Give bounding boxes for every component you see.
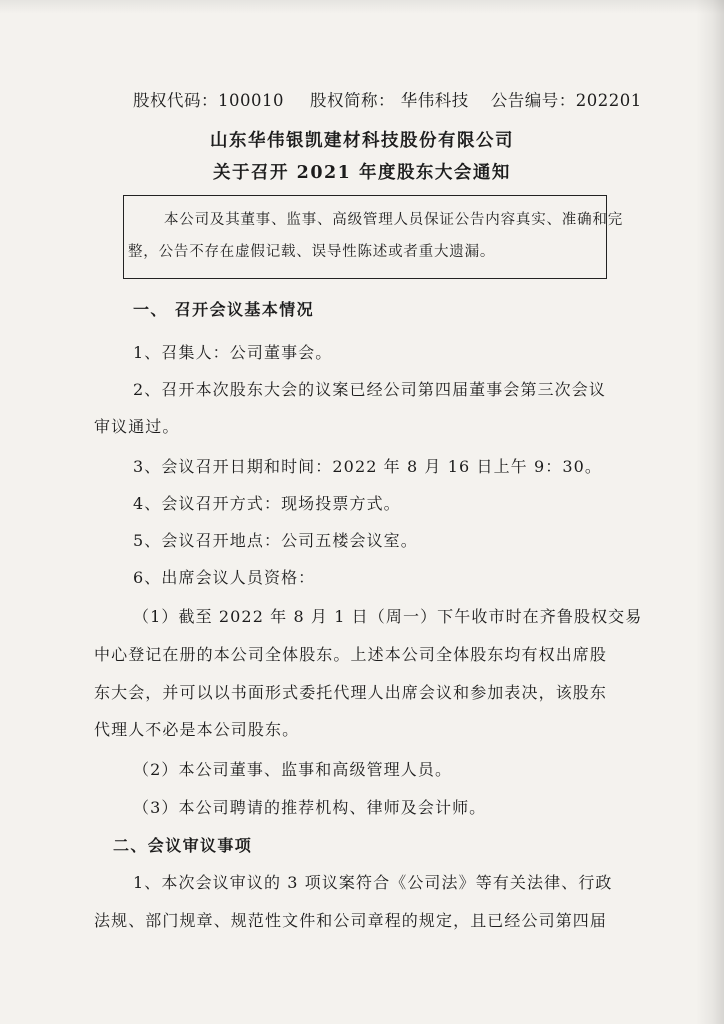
paragraph-line: 代理人不必是本公司股东。 [94, 720, 300, 739]
paragraph-line: 2、召开本次股东大会的议案已经公司第四届董事会第三次会议 [133, 380, 606, 399]
paragraph-line: 法规、部门规章、规范性文件和公司章程的规定，且已经公司第四届 [94, 911, 608, 930]
paragraph-line: 中心登记在册的本公司全体股东。上述本公司全体股东均有权出席股 [94, 645, 608, 664]
paragraph-line: 1、召集人：公司董事会。 [133, 343, 333, 362]
scan-shadow-right [696, 0, 724, 1024]
paragraph-line: （2）本公司董事、监事和高级管理人员。 [133, 760, 453, 779]
paragraph-line: 东大会，并可以以书面形式委托代理人出席会议和参加表决，该股东 [94, 683, 608, 702]
stock-name: 股权简称： 华伟科技 [310, 91, 469, 110]
stock-code: 股权代码：100010 [133, 91, 284, 110]
paragraph-line: 4、会议召开方式：现场投票方式。 [133, 494, 401, 513]
disclaimer-line: 整，公告不存在虚假记载、误导性陈述或者重大遗漏。 [128, 244, 496, 260]
section-heading: 一、 召开会议基本情况 [133, 300, 314, 319]
disclaimer-line: 本公司及其董事、监事、高级管理人员保证公告内容真实、准确和完 [164, 212, 623, 228]
paragraph-line: 1、本次会议审议的 3 项议案符合《公司法》等有关法律、行政 [133, 873, 613, 892]
scan-shadow-top [0, 0, 724, 14]
paragraph-line: 6、出席会议人员资格： [133, 568, 316, 587]
paragraph-line: （3）本公司聘请的推荐机构、律师及会计师。 [133, 798, 487, 817]
company-title: 山东华伟银凯建材科技股份有限公司 [210, 131, 514, 151]
notice-number: 公告编号：202201 [490, 91, 642, 110]
notice-header [133, 87, 642, 111]
section-heading: 二、会议审议事项 [113, 836, 253, 855]
paragraph-line: （1）截至 2022 年 8 月 1 日（周一）下午收市时在齐鲁股权交易 [133, 607, 643, 626]
paragraph-line: 3、会议召开日期和时间：2022 年 8 月 16 日上午 9：30。 [133, 457, 602, 476]
paragraph-line: 审议通过。 [94, 417, 180, 436]
paragraph-line: 5、会议召开地点：公司五楼会议室。 [133, 531, 418, 550]
notice-title: 关于召开 2021 年度股东大会通知 [213, 163, 511, 183]
